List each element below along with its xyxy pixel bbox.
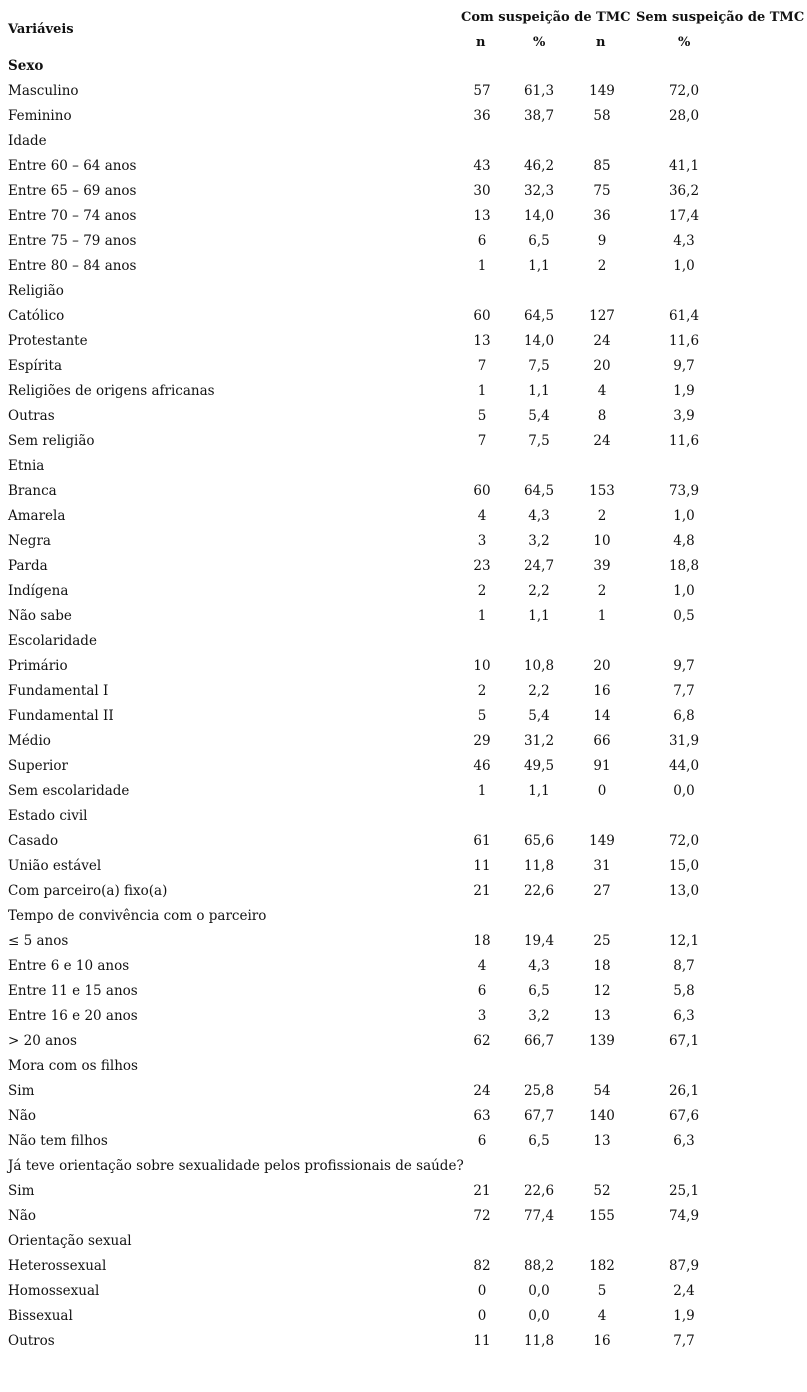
pct-without-tmc-cell: 1,0 xyxy=(673,258,695,274)
table-row xyxy=(0,504,807,529)
row-label: Com parceiro(a) fixo(a) xyxy=(8,883,168,899)
row-label: Não tem filhos xyxy=(8,1133,108,1149)
table-row xyxy=(0,679,807,704)
row-label: Escolaridade xyxy=(8,633,97,649)
n-without-tmc-cell: 58 xyxy=(593,108,611,124)
table-row xyxy=(0,1004,807,1029)
pct-with-tmc-cell: 22,6 xyxy=(523,883,555,899)
n-with-tmc-cell: 60 xyxy=(473,308,491,324)
pct-with-tmc-cell: 0,0 xyxy=(528,1283,550,1299)
n-without-tmc-cell: 1 xyxy=(597,608,607,624)
row-label: Sexo xyxy=(8,58,44,74)
pct-with-tmc-cell: 3,2 xyxy=(528,1008,550,1024)
table-row xyxy=(0,529,807,554)
row-label: Mora com os filhos xyxy=(8,1058,138,1074)
n-with-tmc-cell: 7 xyxy=(477,433,487,449)
n-without-tmc-cell: 66 xyxy=(593,733,611,749)
row-label: Entre 70 – 74 anos xyxy=(8,208,137,224)
row-label: Tempo de convivência com o parceiro xyxy=(8,908,267,924)
pct-with-tmc-cell: 1,1 xyxy=(528,383,550,399)
row-label: Estado civil xyxy=(8,808,88,824)
row-label: Idade xyxy=(8,133,47,149)
table-row xyxy=(0,579,807,604)
n-with-tmc-cell: 2 xyxy=(477,583,487,599)
pct-with-tmc-cell: 19,4 xyxy=(523,933,555,949)
table-row xyxy=(0,729,807,754)
table-group-row xyxy=(0,1054,807,1079)
row-label: Entre 80 – 84 anos xyxy=(8,258,137,274)
table-row xyxy=(0,1254,807,1279)
pct-without-tmc-cell: 72,0 xyxy=(668,83,700,99)
table-group-row xyxy=(0,804,807,829)
n-without-tmc-cell: 12 xyxy=(593,983,611,999)
pct-without-tmc-cell: 1,0 xyxy=(673,508,695,524)
row-label: Heterossexual xyxy=(8,1258,107,1274)
row-label: Outros xyxy=(8,1333,55,1349)
n-without-tmc-cell: 85 xyxy=(593,158,611,174)
n-without-tmc-cell: 2 xyxy=(597,583,607,599)
pct-with-tmc-cell: 11,8 xyxy=(523,858,555,874)
table-row xyxy=(0,354,807,379)
n-without-tmc-cell: 24 xyxy=(593,433,611,449)
table-row xyxy=(0,229,807,254)
table-group-row xyxy=(0,129,807,154)
table-row xyxy=(0,404,807,429)
pct-with-tmc-cell: 24,7 xyxy=(523,558,555,574)
n-with-tmc-cell: 11 xyxy=(473,858,491,874)
n-header-without: n xyxy=(596,35,606,50)
table-group-row xyxy=(0,54,807,79)
pct-without-tmc-cell: 44,0 xyxy=(668,758,700,774)
n-without-tmc-cell: 13 xyxy=(593,1133,611,1149)
row-label: Etnia xyxy=(8,458,45,474)
table-row xyxy=(0,1279,807,1304)
n-without-tmc-cell: 127 xyxy=(589,308,615,324)
table-row xyxy=(0,1329,807,1354)
table-group-row xyxy=(0,629,807,654)
pct-with-tmc-cell: 14,0 xyxy=(523,333,555,349)
pct-with-tmc-cell: 67,7 xyxy=(523,1108,555,1124)
n-without-tmc-cell: 52 xyxy=(593,1183,611,1199)
n-with-tmc-cell: 1 xyxy=(477,258,487,274)
pct-with-tmc-cell: 2,2 xyxy=(528,583,550,599)
pct-without-tmc-cell: 3,9 xyxy=(673,408,695,424)
pct-with-tmc-cell: 6,5 xyxy=(528,983,550,999)
n-with-tmc-cell: 63 xyxy=(473,1108,491,1124)
pct-with-tmc-cell: 38,7 xyxy=(523,108,555,124)
pct-without-tmc-cell: 61,4 xyxy=(668,308,700,324)
n-without-tmc-cell: 0 xyxy=(597,783,607,799)
n-without-tmc-cell: 4 xyxy=(597,383,607,399)
table-row xyxy=(0,154,807,179)
row-label: Homossexual xyxy=(8,1283,100,1299)
n-with-tmc-cell: 57 xyxy=(473,83,491,99)
n-without-tmc-cell: 39 xyxy=(593,558,611,574)
n-without-tmc-cell: 8 xyxy=(597,408,607,424)
n-without-tmc-cell: 20 xyxy=(593,358,611,374)
n-without-tmc-cell: 75 xyxy=(593,183,611,199)
n-with-tmc-cell: 6 xyxy=(477,1133,487,1149)
n-with-tmc-cell: 61 xyxy=(473,833,491,849)
pct-with-tmc-cell: 11,8 xyxy=(523,1333,555,1349)
pct-without-tmc-cell: 87,9 xyxy=(668,1258,700,1274)
table-row xyxy=(0,1179,807,1204)
n-with-tmc-cell: 11 xyxy=(473,1333,491,1349)
table-row xyxy=(0,204,807,229)
row-label: Entre 6 e 10 anos xyxy=(8,958,130,974)
table-row xyxy=(0,1129,807,1154)
pct-with-tmc-cell: 2,2 xyxy=(528,683,550,699)
n-without-tmc-cell: 54 xyxy=(593,1083,611,1099)
n-with-tmc-cell: 0 xyxy=(477,1308,487,1324)
n-with-tmc-cell: 7 xyxy=(477,358,487,374)
row-label: Branca xyxy=(8,483,57,499)
pct-without-tmc-cell: 41,1 xyxy=(668,158,700,174)
table-row xyxy=(0,754,807,779)
table-group-row xyxy=(0,454,807,479)
table-group-row xyxy=(0,279,807,304)
n-with-tmc-cell: 36 xyxy=(473,108,491,124)
table-row xyxy=(0,304,807,329)
table-row xyxy=(0,979,807,1004)
table-row xyxy=(0,854,807,879)
table-row xyxy=(0,179,807,204)
table-row xyxy=(0,254,807,279)
pct-without-tmc-cell: 1,9 xyxy=(673,383,695,399)
pct-without-tmc-cell: 6,8 xyxy=(673,708,695,724)
n-without-tmc-cell: 27 xyxy=(593,883,611,899)
pct-without-tmc-cell: 31,9 xyxy=(668,733,700,749)
pct-without-tmc-cell: 26,1 xyxy=(668,1083,700,1099)
pct-with-tmc-cell: 3,2 xyxy=(528,533,550,549)
row-label: Católico xyxy=(8,308,65,324)
n-with-tmc-cell: 1 xyxy=(477,383,487,399)
table-row xyxy=(0,1079,807,1104)
pct-without-tmc-cell: 36,2 xyxy=(668,183,700,199)
row-label: Entre 75 – 79 anos xyxy=(8,233,137,249)
row-label: Religião xyxy=(8,283,64,299)
pct-without-tmc-cell: 15,0 xyxy=(668,858,700,874)
pct-without-tmc-cell: 9,7 xyxy=(673,358,695,374)
pct-without-tmc-cell: 72,0 xyxy=(668,833,700,849)
pct-without-tmc-cell: 1,9 xyxy=(673,1308,695,1324)
pct-without-tmc-cell: 67,1 xyxy=(668,1033,700,1049)
n-with-tmc-cell: 62 xyxy=(473,1033,491,1049)
pct-without-tmc-cell: 9,7 xyxy=(673,658,695,674)
pct-with-tmc-cell: 7,5 xyxy=(528,358,550,374)
n-without-tmc-cell: 20 xyxy=(593,658,611,674)
row-label: Já teve orientação sobre sexualidade pelos profissionais de saúde? xyxy=(8,1158,464,1174)
row-label: Entre 11 e 15 anos xyxy=(8,983,138,999)
n-with-tmc-cell: 21 xyxy=(473,883,491,899)
table-row xyxy=(0,554,807,579)
n-with-tmc-cell: 29 xyxy=(473,733,491,749)
pct-with-tmc-cell: 46,2 xyxy=(523,158,555,174)
n-without-tmc-cell: 5 xyxy=(597,1283,607,1299)
n-with-tmc-cell: 5 xyxy=(477,708,487,724)
row-label: Fundamental I xyxy=(8,683,109,699)
pct-with-tmc-cell: 7,5 xyxy=(528,433,550,449)
n-without-tmc-cell: 18 xyxy=(593,958,611,974)
row-label: Protestante xyxy=(8,333,88,349)
pct-with-tmc-cell: 14,0 xyxy=(523,208,555,224)
row-label: Espírita xyxy=(8,358,62,374)
row-label: Sim xyxy=(8,1083,35,1099)
table-row xyxy=(0,654,807,679)
table-group-row xyxy=(0,1229,807,1254)
table-row xyxy=(0,1029,807,1054)
n-with-tmc-cell: 4 xyxy=(477,508,487,524)
pct-without-tmc-cell: 73,9 xyxy=(668,483,700,499)
pct-with-tmc-cell: 4,3 xyxy=(528,508,550,524)
table-row xyxy=(0,1104,807,1129)
pct-without-tmc-cell: 28,0 xyxy=(668,108,700,124)
pct-with-tmc-cell: 1,1 xyxy=(528,258,550,274)
pct-without-tmc-cell: 25,1 xyxy=(668,1183,700,1199)
pct-with-tmc-cell: 64,5 xyxy=(523,483,555,499)
pct-with-tmc-cell: 31,2 xyxy=(523,733,555,749)
table-row xyxy=(0,104,807,129)
n-without-tmc-cell: 91 xyxy=(593,758,611,774)
n-with-tmc-cell: 5 xyxy=(477,408,487,424)
pct-header-with: % xyxy=(533,35,546,50)
with-tmc-header: Com suspeição de TMC xyxy=(461,10,631,25)
row-label: Amarela xyxy=(8,508,66,524)
pct-without-tmc-cell: 7,7 xyxy=(673,683,695,699)
n-without-tmc-cell: 16 xyxy=(593,1333,611,1349)
n-header-with: n xyxy=(476,35,486,50)
n-with-tmc-cell: 13 xyxy=(473,208,491,224)
n-without-tmc-cell: 149 xyxy=(589,833,615,849)
row-label: Sem religião xyxy=(8,433,95,449)
n-with-tmc-cell: 1 xyxy=(477,783,487,799)
row-label: Entre 16 e 20 anos xyxy=(8,1008,138,1024)
pct-with-tmc-cell: 25,8 xyxy=(523,1083,555,1099)
pct-without-tmc-cell: 1,0 xyxy=(673,583,695,599)
n-without-tmc-cell: 16 xyxy=(593,683,611,699)
pct-without-tmc-cell: 11,6 xyxy=(668,433,700,449)
table-row xyxy=(0,479,807,504)
pct-without-tmc-cell: 11,6 xyxy=(668,333,700,349)
n-without-tmc-cell: 139 xyxy=(589,1033,615,1049)
table-row xyxy=(0,704,807,729)
n-with-tmc-cell: 24 xyxy=(473,1083,491,1099)
n-with-tmc-cell: 13 xyxy=(473,333,491,349)
table-row xyxy=(0,829,807,854)
pct-with-tmc-cell: 65,6 xyxy=(523,833,555,849)
row-label: Não xyxy=(8,1208,36,1224)
n-with-tmc-cell: 1 xyxy=(477,608,487,624)
pct-with-tmc-cell: 10,8 xyxy=(523,658,555,674)
pct-with-tmc-cell: 77,4 xyxy=(523,1208,555,1224)
row-label: > 20 anos xyxy=(8,1033,77,1049)
n-with-tmc-cell: 21 xyxy=(473,1183,491,1199)
row-label: Sim xyxy=(8,1183,35,1199)
pct-with-tmc-cell: 32,3 xyxy=(523,183,555,199)
n-with-tmc-cell: 6 xyxy=(477,233,487,249)
table-row xyxy=(0,1204,807,1229)
pct-without-tmc-cell: 6,3 xyxy=(673,1008,695,1024)
row-label: Não sabe xyxy=(8,608,72,624)
pct-without-tmc-cell: 13,0 xyxy=(668,883,700,899)
n-with-tmc-cell: 0 xyxy=(477,1283,487,1299)
pct-with-tmc-cell: 5,4 xyxy=(528,408,550,424)
row-label: Feminino xyxy=(8,108,72,124)
pct-without-tmc-cell: 17,4 xyxy=(668,208,700,224)
n-without-tmc-cell: 4 xyxy=(597,1308,607,1324)
n-without-tmc-cell: 155 xyxy=(589,1208,615,1224)
n-with-tmc-cell: 10 xyxy=(473,658,491,674)
without-tmc-header: Sem suspeição de TMC xyxy=(636,10,805,25)
n-without-tmc-cell: 31 xyxy=(593,858,611,874)
pct-with-tmc-cell: 0,0 xyxy=(528,1308,550,1324)
pct-without-tmc-cell: 4,3 xyxy=(673,233,695,249)
pct-without-tmc-cell: 0,5 xyxy=(673,608,695,624)
row-label: Não xyxy=(8,1108,36,1124)
n-without-tmc-cell: 25 xyxy=(593,933,611,949)
row-label: União estável xyxy=(8,858,102,874)
table-row xyxy=(0,954,807,979)
table-row xyxy=(0,329,807,354)
n-without-tmc-cell: 2 xyxy=(597,258,607,274)
row-label: Primário xyxy=(8,658,68,674)
n-without-tmc-cell: 149 xyxy=(589,83,615,99)
pct-without-tmc-cell: 12,1 xyxy=(668,933,700,949)
row-label: Superior xyxy=(8,758,68,774)
pct-without-tmc-cell: 0,0 xyxy=(673,783,695,799)
pct-with-tmc-cell: 4,3 xyxy=(528,958,550,974)
table-row xyxy=(0,779,807,804)
pct-with-tmc-cell: 22,6 xyxy=(523,1183,555,1199)
pct-with-tmc-cell: 64,5 xyxy=(523,308,555,324)
row-label: Religiões de origens africanas xyxy=(8,383,215,399)
table-group-row xyxy=(0,904,807,929)
n-with-tmc-cell: 82 xyxy=(473,1258,491,1274)
n-without-tmc-cell: 2 xyxy=(597,508,607,524)
row-label: ≤ 5 anos xyxy=(8,933,69,949)
row-label: Bissexual xyxy=(8,1308,73,1324)
n-with-tmc-cell: 6 xyxy=(477,983,487,999)
n-with-tmc-cell: 43 xyxy=(473,158,491,174)
n-without-tmc-cell: 24 xyxy=(593,333,611,349)
n-without-tmc-cell: 14 xyxy=(593,708,611,724)
pct-with-tmc-cell: 61,3 xyxy=(523,83,555,99)
n-with-tmc-cell: 3 xyxy=(477,1008,487,1024)
row-label: Entre 65 – 69 anos xyxy=(8,183,137,199)
pct-without-tmc-cell: 18,8 xyxy=(668,558,700,574)
row-label: Casado xyxy=(8,833,59,849)
pct-with-tmc-cell: 88,2 xyxy=(523,1258,555,1274)
pct-without-tmc-cell: 8,7 xyxy=(673,958,695,974)
variables-header: Variáveis xyxy=(8,22,74,37)
n-without-tmc-cell: 10 xyxy=(593,533,611,549)
row-label: Masculino xyxy=(8,83,79,99)
n-without-tmc-cell: 182 xyxy=(589,1258,615,1274)
table-row xyxy=(0,429,807,454)
row-label: Entre 60 – 64 anos xyxy=(8,158,137,174)
n-without-tmc-cell: 13 xyxy=(593,1008,611,1024)
pct-with-tmc-cell: 5,4 xyxy=(528,708,550,724)
pct-with-tmc-cell: 1,1 xyxy=(528,783,550,799)
row-label: Médio xyxy=(8,733,51,749)
n-with-tmc-cell: 2 xyxy=(477,683,487,699)
row-label: Negra xyxy=(8,533,51,549)
pct-with-tmc-cell: 49,5 xyxy=(523,758,555,774)
n-without-tmc-cell: 9 xyxy=(597,233,607,249)
pct-without-tmc-cell: 2,4 xyxy=(673,1283,695,1299)
row-label: Outras xyxy=(8,408,55,424)
pct-without-tmc-cell: 67,6 xyxy=(668,1108,700,1124)
n-with-tmc-cell: 4 xyxy=(477,958,487,974)
pct-header-without: % xyxy=(678,35,691,50)
table-row xyxy=(0,879,807,904)
row-label: Indígena xyxy=(8,583,69,599)
table-row xyxy=(0,1304,807,1329)
n-without-tmc-cell: 36 xyxy=(593,208,611,224)
pct-without-tmc-cell: 7,7 xyxy=(673,1333,695,1349)
row-label: Parda xyxy=(8,558,48,574)
pct-with-tmc-cell: 6,5 xyxy=(528,233,550,249)
pct-without-tmc-cell: 6,3 xyxy=(673,1133,695,1149)
n-with-tmc-cell: 30 xyxy=(473,183,491,199)
row-label: Orientação sexual xyxy=(8,1233,132,1249)
table-group-row xyxy=(0,1154,807,1179)
n-with-tmc-cell: 60 xyxy=(473,483,491,499)
pct-with-tmc-cell: 6,5 xyxy=(528,1133,550,1149)
n-with-tmc-cell: 18 xyxy=(473,933,491,949)
row-label: Sem escolaridade xyxy=(8,783,130,799)
n-without-tmc-cell: 153 xyxy=(589,483,615,499)
row-label: Fundamental II xyxy=(8,708,114,724)
pct-with-tmc-cell: 1,1 xyxy=(528,608,550,624)
pct-without-tmc-cell: 4,8 xyxy=(673,533,695,549)
n-with-tmc-cell: 23 xyxy=(473,558,491,574)
n-with-tmc-cell: 72 xyxy=(473,1208,491,1224)
pct-without-tmc-cell: 74,9 xyxy=(668,1208,700,1224)
table-row xyxy=(0,79,807,104)
n-with-tmc-cell: 46 xyxy=(473,758,491,774)
pct-without-tmc-cell: 5,8 xyxy=(673,983,695,999)
n-with-tmc-cell: 3 xyxy=(477,533,487,549)
n-without-tmc-cell: 140 xyxy=(589,1108,615,1124)
pct-with-tmc-cell: 66,7 xyxy=(523,1033,555,1049)
table-row xyxy=(0,929,807,954)
table-row xyxy=(0,379,807,404)
table-row xyxy=(0,604,807,629)
